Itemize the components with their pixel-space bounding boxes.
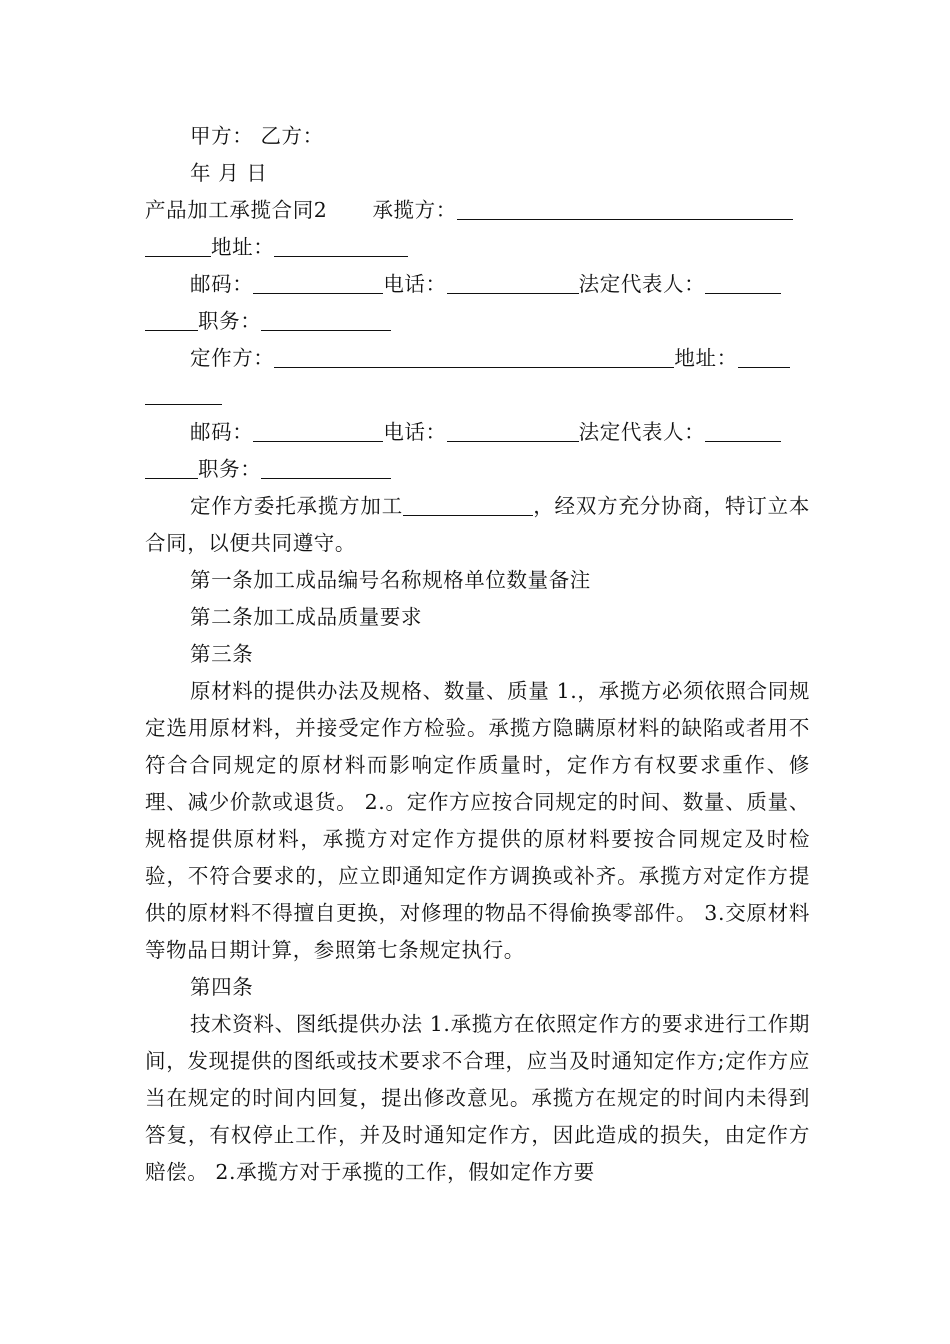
legal-rep-blank xyxy=(705,271,781,294)
signature-date: 年 月 日 xyxy=(190,161,268,185)
position-label: 职务： xyxy=(198,309,262,333)
client-legal-rep-label: 法定代表人： xyxy=(578,420,706,444)
party-a-label: 甲方： xyxy=(190,124,254,148)
contract-title: 产品加工承揽合同2 xyxy=(145,198,328,222)
article-4-heading: 第四条 xyxy=(190,975,254,999)
client-phone-label: 电话： xyxy=(383,420,447,444)
client-phone-blank xyxy=(447,419,579,442)
phone-label: 电话： xyxy=(383,272,447,296)
article-1: 第一条加工成品编号名称规格单位数量备注 xyxy=(190,568,591,592)
client-legal-rep-blank xyxy=(705,419,781,442)
contractor-contact-line xyxy=(145,266,810,303)
postcode-label: 邮码： xyxy=(190,272,254,296)
client-position-label: 职务： xyxy=(198,457,262,481)
contractor-address-line xyxy=(145,229,810,266)
article-3-body: 原材料的提供办法及规格、数量、质量 1.，承揽方必须依照合同规定选用原材料，并接受定作方检验。承揽方隐瞒原材料的缺陷或者用不符合合同规定的原材料而影响定作质量时，定作方有权要求重作、修理、减少价款或退货。 2.。定作方应按合同规定的时间、数量、质量、规格提供原材料，承揽方对定作方提供的原材料要按合同规定及时检验，不符合要求的，应立即通知定作方调换或补齐。承揽方对定作方提供的原材料不得擅自更换，对修理的物品不得偷换零部件。 3.交原材料等物品日期计算，参照第七条规定执行。 xyxy=(145,679,810,962)
contractor-blank-cont xyxy=(145,234,211,257)
phone-blank xyxy=(447,271,579,294)
client-address-blank-cont xyxy=(145,382,222,405)
contractor-line xyxy=(145,192,810,229)
document-page xyxy=(145,118,810,1191)
party-b-label: 乙方： xyxy=(260,124,324,148)
client-legal-rep-blank-cont xyxy=(145,456,198,479)
client-postcode-label: 邮码： xyxy=(190,420,254,444)
address-blank xyxy=(274,234,408,257)
intro-text-b: ，经双方充分协商，特订立本合同，以便共同遵守。 xyxy=(145,494,810,555)
contractor-label: 承揽方： xyxy=(372,198,457,222)
signature-parties xyxy=(145,118,810,155)
intro-paragraph xyxy=(145,488,810,562)
process-item-blank xyxy=(403,493,533,516)
client-position-blank xyxy=(261,456,391,479)
client-contact-line xyxy=(145,414,810,451)
client-address-blank xyxy=(738,345,790,368)
client-line xyxy=(145,340,810,377)
contractor-position-line xyxy=(145,303,810,340)
client-blank xyxy=(274,345,674,368)
client-position-line xyxy=(145,451,810,488)
address-label: 地址： xyxy=(211,235,275,259)
legal-rep-blank-cont xyxy=(145,308,198,331)
client-address-cont-line xyxy=(145,377,810,414)
client-address-label: 地址： xyxy=(674,346,738,370)
article-2: 第二条加工成品质量要求 xyxy=(190,605,423,629)
client-postcode-blank xyxy=(253,419,383,442)
client-label: 定作方： xyxy=(190,346,275,370)
legal-rep-label: 法定代表人： xyxy=(578,272,706,296)
contractor-blank xyxy=(457,197,793,220)
postcode-blank xyxy=(253,271,383,294)
position-blank xyxy=(261,308,391,331)
article-4-body: 技术资料、图纸提供办法 1.承揽方在依照定作方的要求进行工作期间，发现提供的图纸或技术要求不合理，应当及时通知定作方;定作方应当在规定的时间内回复，提出修改意见。承揽方在规定的时间内未得到答复，有权停止工作，并及时通知定作方，因此造成的损失，由定作方赔偿。 2.承揽方对于承揽的工作，假如定作方要 xyxy=(145,1012,810,1184)
article-3-heading: 第三条 xyxy=(190,642,254,666)
intro-text-a: 定作方委托承揽方加工 xyxy=(190,494,404,518)
